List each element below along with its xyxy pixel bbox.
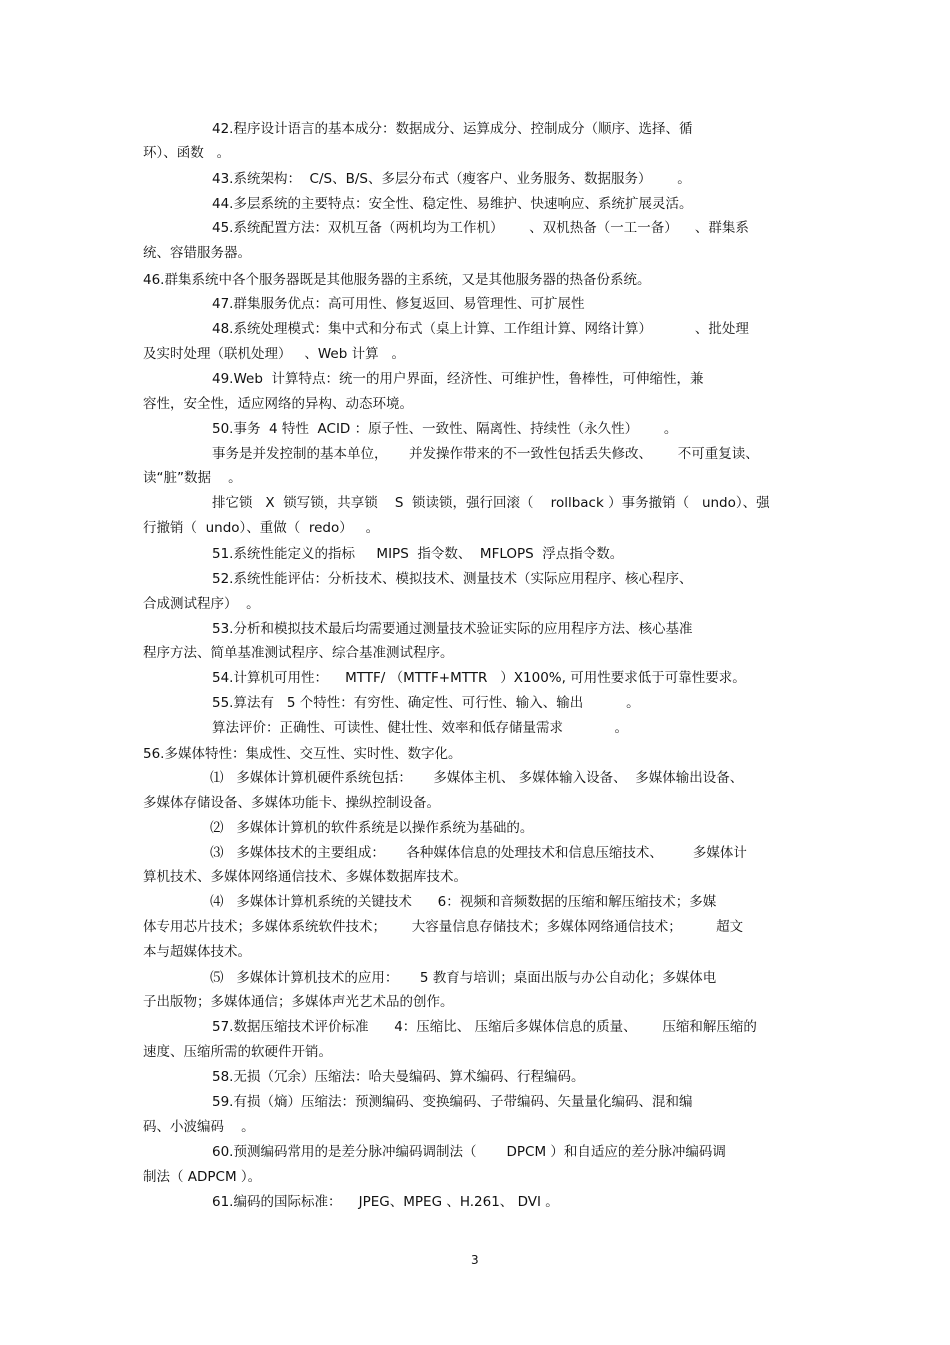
text-line: 47.群集服务优点：高可用性、修复返回、易管理性、可扩展性 bbox=[212, 296, 585, 312]
text-line: 48.系统处理模式：集中式和分布式（桌上计算、工作组计算、网络计算） 、批处理 bbox=[212, 321, 749, 337]
text-line: 54.计算机可用性： MTTF/ （MTTF+MTTR ）X100%, 可用性要求低于可靠性要求。 bbox=[212, 670, 746, 686]
text-line: ⑶ 多媒体技术的主要组成： 各种媒体信息的处理技术和信息压缩技术、 多媒体计 bbox=[210, 845, 747, 861]
text-line: 制法（ ADPCM ）。 bbox=[143, 1169, 262, 1185]
text-line: 42.程序设计语言的基本成分：数据成分、运算成分、控制成分（顺序、选择、循 bbox=[212, 121, 693, 137]
text-line: 56.多媒体特性：集成性、交互性、实时性、数字化。 bbox=[143, 746, 462, 762]
text-line: 45.系统配置方法：双机互备（两机均为工作机） 、双机热备（一工一备） 、群集系 bbox=[212, 220, 749, 236]
text-line: 排它锁 X 锁写锁，共享锁 S 锁读锁，强行回滚（ rollback ）事务撤销（ undo）、强 bbox=[212, 495, 770, 511]
text-line: 算机技术、多媒体网络通信技术、多媒体数据库技术。 bbox=[143, 869, 467, 885]
text-line: ⑷ 多媒体计算机系统的关键技术 6：视频和音频数据的压缩和解压缩技术；多媒 bbox=[210, 894, 717, 910]
text-line: 59.有损（熵）压缩法：预测编码、变换编码、子带编码、矢量量化编码、混和编 bbox=[212, 1094, 693, 1110]
text-line: 43.系统架构： C/S、B/S、多层分布式（瘦客户、业务服务、数据服务） 。 bbox=[212, 171, 691, 187]
text-line: 本与超媒体技术。 bbox=[143, 944, 251, 960]
text-line: 算法评价：正确性、可读性、健壮性、效率和低存储量需求 。 bbox=[212, 720, 628, 736]
text-line: 53.分析和模拟技术最后均需要通过测量技术验证实际的应用程序方法、核心基准 bbox=[212, 621, 693, 637]
text-line: 50.事务 4 特性 ACID ：原子性、一致性、隔离性、持续性（永久性） 。 bbox=[212, 421, 678, 437]
text-line: 体专用芯片技术；多媒体系统软件技术； 大容量信息存储技术；多媒体网络通信技术； 超文 bbox=[143, 919, 744, 935]
text-line: 多媒体存储设备、多媒体功能卡、操纵控制设备。 bbox=[143, 795, 440, 811]
text-line: 44.多层系统的主要特点：安全性、稳定性、易维护、快速响应、系统扩展灵活。 bbox=[212, 196, 693, 212]
text-line: 容性，安全性，适应网络的异构、动态环境。 bbox=[143, 396, 413, 412]
text-line: 61.编码的国际标准： JPEG、MPEG 、H.261、 DVI 。 bbox=[212, 1194, 559, 1210]
page-number: 3 bbox=[471, 1253, 479, 1267]
text-line: ⑵ 多媒体计算机的软件系统是以操作系统为基础的。 bbox=[210, 820, 534, 836]
text-line: 49.Web 计算特点：统一的用户界面，经济性、可维护性，鲁棒性，可伸缩性，兼 bbox=[212, 371, 704, 387]
text-line: 55.算法有 5 个特性：有穷性、确定性、可行性、输入、输出 。 bbox=[212, 695, 640, 711]
text-line: 46.群集系统中各个服务器既是其他服务器的主系统，又是其他服务器的热备份系统。 bbox=[143, 272, 651, 288]
text-line: 事务是并发控制的基本单位， 并发操作带来的不一致性包括丢失修改、 不可重复读、 bbox=[212, 446, 759, 462]
text-line: 速度、压缩所需的软硬件开销。 bbox=[143, 1044, 332, 1060]
text-line: 58.无损（冗余）压缩法：哈夫曼编码、算术编码、行程编码。 bbox=[212, 1069, 585, 1085]
text-line: 码、小波编码 。 bbox=[143, 1119, 255, 1135]
text-line: 环）、函数 。 bbox=[143, 145, 231, 161]
text-line: 子出版物；多媒体通信；多媒体声光艺术品的创作。 bbox=[143, 994, 454, 1010]
text-line: 52.系统性能评估：分析技术、模拟技术、测量技术（实际应用程序、核心程序、 bbox=[212, 571, 693, 587]
text-line: 读“脏”数据 。 bbox=[143, 470, 242, 486]
text-line: ⑸ 多媒体计算机技术的应用： 5 教育与培训；桌面出版与办公自动化；多媒体电 bbox=[210, 970, 717, 986]
text-line: ⑴ 多媒体计算机硬件系统包括： 多媒体主机、 多媒体输入设备、 多媒体输出设备、 bbox=[210, 770, 744, 786]
text-line: 57.数据压缩技术评价标准 4：压缩比、 压缩后多媒体信息的质量、 压缩和解压缩的 bbox=[212, 1019, 757, 1035]
text-line: 及实时处理（联机处理） 、Web 计算 。 bbox=[143, 346, 405, 362]
text-line: 60.预测编码常用的是差分脉冲编码调制法（ DPCM ）和自适应的差分脉冲编码调 bbox=[212, 1144, 726, 1160]
text-line: 程序方法、简单基准测试程序、综合基准测试程序。 bbox=[143, 645, 454, 661]
text-line: 统、容错服务器。 bbox=[143, 245, 251, 261]
text-line: 行撤销（ undo）、重做（ redo） 。 bbox=[143, 520, 380, 536]
text-line: 51.系统性能定义的指标 MIPS 指令数、 MFLOPS 浮点指令数。 bbox=[212, 546, 624, 562]
text-line: 合成测试程序） 。 bbox=[143, 596, 260, 612]
